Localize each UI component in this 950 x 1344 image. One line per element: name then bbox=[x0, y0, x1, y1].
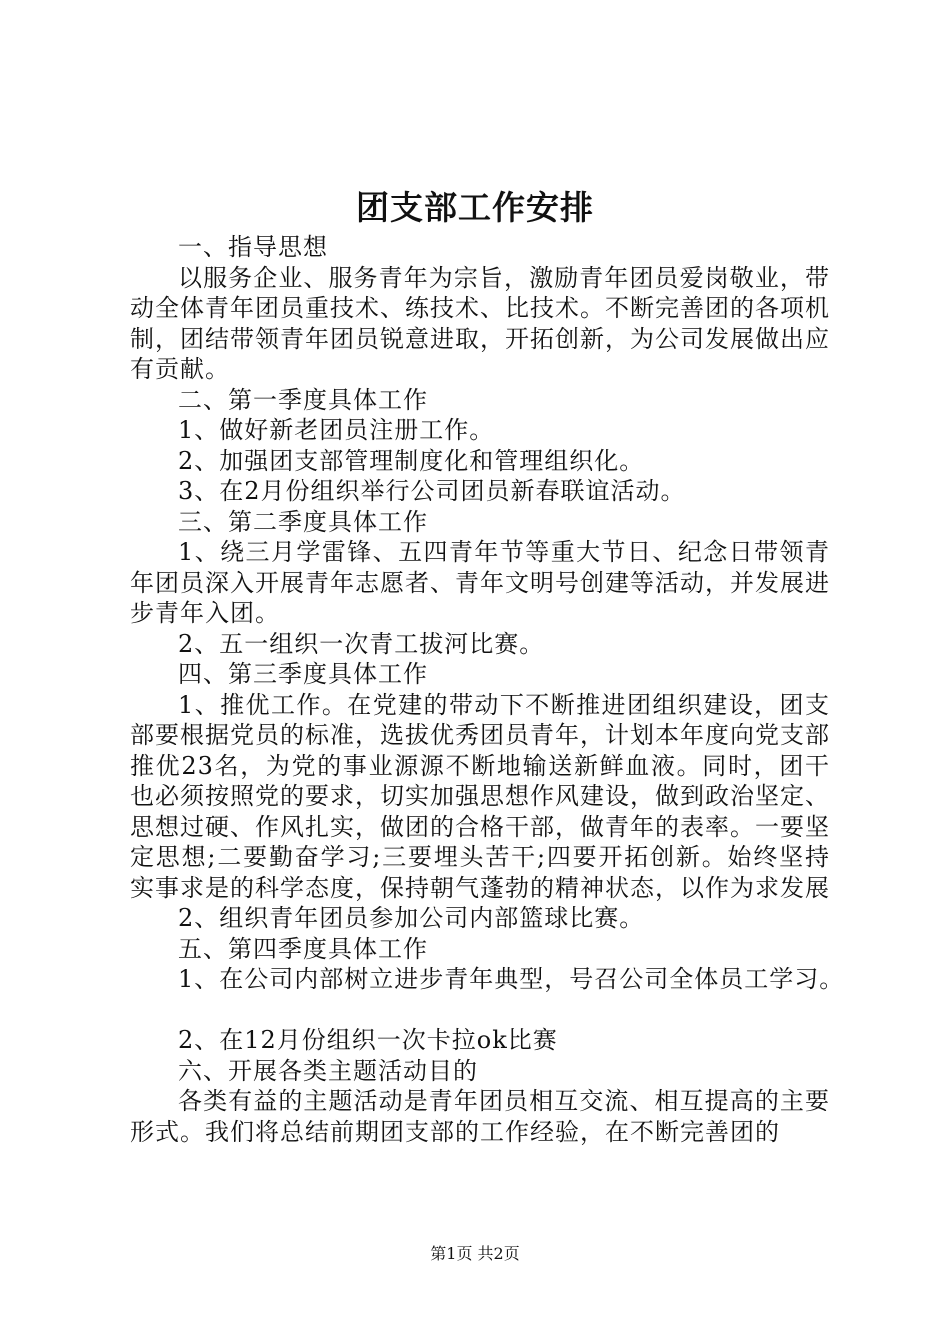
section-heading: 四、第三季度具体工作 bbox=[178, 660, 428, 688]
list-item: 1、做好新老团员注册工作。 bbox=[178, 416, 495, 444]
list-item: 2、在12月份组织一次卡拉ok比赛 bbox=[178, 1026, 558, 1054]
body-paragraph: 各类有益的主题活动是青年团员相互交流、相互提高的主要形式。我们将总结前期团支部的工作经验，在不断完善团的 bbox=[130, 1087, 830, 1146]
list-item: 2、五一组织一次青工拔河比赛。 bbox=[178, 629, 545, 658]
list-item: 3、在2月份组织举行公司团员新春联谊活动。 bbox=[178, 477, 686, 505]
section-heading: 一、指导思想 bbox=[178, 233, 328, 261]
section-heading: 二、第一季度具体工作 bbox=[178, 385, 428, 414]
list-item: 1、绕三月学雷锋、五四青年节等重大节日、纪念日带领青年团员深入开展青年志愿者、青年文明号创建等活动，并发展进步青年入团。 bbox=[130, 538, 830, 627]
body-paragraph: 以服务企业、服务青年为宗旨，激励青年团员爱岗敬业，带动全体青年团员重技术、练技术、比技术。不断完善团的各项机制，团结带领青年团员锐意进取，开拓创新，为公司发展做出应有贡献。 bbox=[130, 263, 830, 383]
section-heading: 六、开展各类主题活动目的 bbox=[178, 1056, 478, 1085]
list-item: 2、加强团支部管理制度化和管理组织化。 bbox=[178, 446, 645, 475]
list-item: 1、在公司内部树立进步青年典型，号召公司全体员工学习。 bbox=[178, 965, 845, 993]
list-item: 1、推优工作。在党建的带动下不断推进团组织建设，团支部要根据党员的标准，选拔优秀团员青年，计划本年度向党支部推优23名，为党的事业源源不断地输送新鲜血液。同时，团干也必须按照党的要求，切实加强思想作风建设，做到政治坚定、思想过硬、作风扎实，做团的合格干部，做青年的表率。一要坚定思想;二要勤奋学习;三要埋头苦干;四要开拓创新。始终坚持实事求是的科学态度，保持朝气蓬勃的精神状态，以作为求发展 bbox=[130, 690, 830, 902]
section-heading: 五、第四季度具体工作 bbox=[178, 934, 428, 963]
document-body bbox=[130, 232, 845, 1147]
list-item: 2、组织青年团员参加公司内部篮球比赛。 bbox=[178, 904, 645, 932]
page-footer: 第1页 共2页 bbox=[430, 1244, 520, 1263]
section-heading: 三、第二季度具体工作 bbox=[178, 507, 428, 536]
document-title: 团支部工作安排 bbox=[356, 188, 594, 227]
